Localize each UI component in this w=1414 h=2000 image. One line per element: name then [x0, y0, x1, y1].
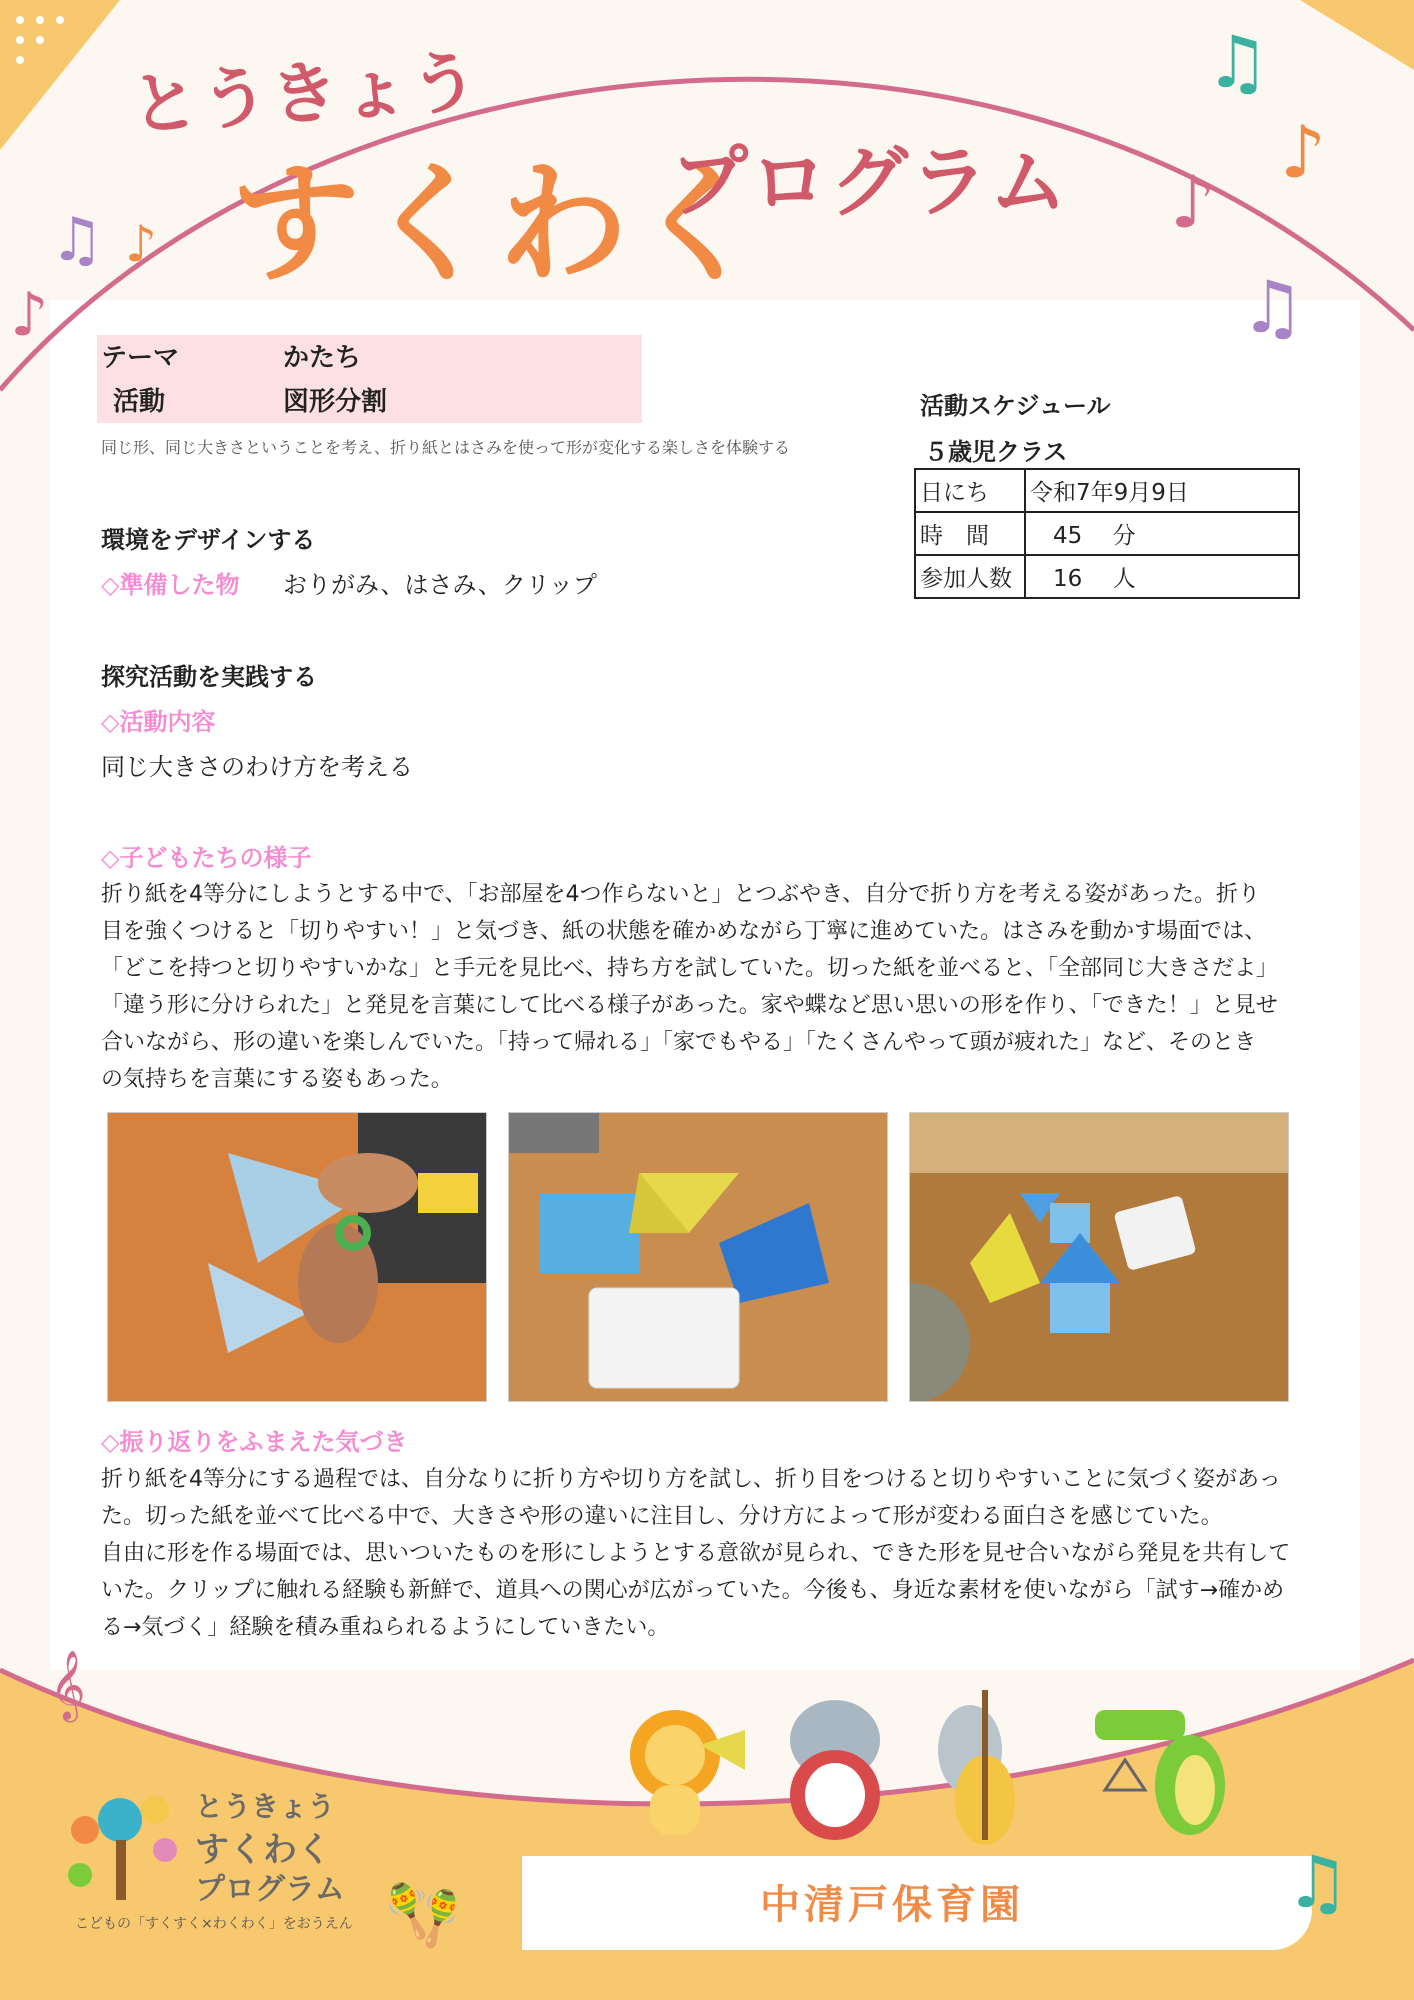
children-description: [101, 876, 1341, 1098]
environment-heading: 環境をデザインする: [101, 526, 316, 554]
text-line: る→気づく」経験を積み重ねられるようにしていきたい。: [101, 1615, 670, 1640]
logo-line2: すくわく: [195, 1830, 331, 1870]
music-note-icon: ♪: [1170, 160, 1216, 244]
activity-label: 活動: [113, 387, 166, 417]
music-note-icon: ♫: [1205, 20, 1270, 104]
music-note-icon: ♫: [1240, 265, 1305, 349]
text-line: 「どこを持つと切りやすいかな」と手元を見比べ、持ち方を試していた。切った紙を並べると、「全部同じ大きさだよ」: [101, 956, 1279, 981]
schedule-value: 令和7年9月9日: [1025, 469, 1299, 512]
reflection-label: ◇振り返りをふまえた気づき: [101, 1428, 408, 1456]
music-note-icon: ♪: [125, 215, 157, 273]
inquiry-heading: 探究活動を実践する: [101, 663, 317, 691]
prepared-label: ◇準備した物: [101, 571, 240, 599]
crocodile-triangle-icon: [1095, 1690, 1245, 1844]
photo-arranged-shapes: [909, 1112, 1289, 1402]
theme-value: かたち: [283, 343, 362, 373]
schedule-label: 参加人数: [915, 555, 1025, 598]
text-line: 折り紙を4等分にする過程では、自分なりに折り方や切り方を試し、折り目をつけると切りやすいことに気づく姿があっ: [101, 1467, 1281, 1492]
logo-tagline: こどもの「すくすく×わくわく」をおうえん: [75, 1916, 353, 1932]
title-top: とうきょう: [128, 42, 483, 147]
schedule-value: 45 分: [1025, 512, 1299, 555]
schedule-table: [914, 468, 1300, 599]
maracas-icon: 🪇: [385, 1881, 460, 1951]
title-main: すくわく: [230, 148, 767, 300]
theme-label: テーマ: [101, 343, 180, 373]
class-name: ５歳児クラス: [924, 438, 1068, 466]
music-note-icon: ♫: [50, 205, 104, 275]
music-note-icon: ♫: [1285, 1840, 1350, 1924]
schedule-heading: 活動スケジュール: [920, 392, 1111, 420]
content-label: ◇活動内容: [101, 708, 216, 736]
children-label: ◇子どもたちの様子: [101, 844, 312, 872]
nursery-name: 中清戸保育園: [760, 1882, 1024, 1928]
theme-description: 同じ形、同じ大きさということを考え、折り紙とはさみを使って形が変化する楽しさを体験する: [101, 438, 790, 457]
text-line: の気持ちを言葉にする姿もあった。: [101, 1067, 453, 1092]
treble-clef-icon: 𝄞: [50, 1650, 86, 1720]
schedule-value: 16 人: [1025, 555, 1299, 598]
logo-line1: とうきょう: [195, 1790, 336, 1823]
schedule-label: 時 間: [915, 512, 1025, 555]
text-line: いた。クリップに触れる経験も新鮮で、道具への関心が広がっていた。今後も、身近な素材を使いながら「試す→確かめ: [101, 1578, 1285, 1603]
title-sub: プログラム: [670, 138, 1070, 228]
prepared-value: おりがみ、はさみ、クリップ: [283, 571, 597, 599]
lion-trumpet-icon: [620, 1700, 750, 1844]
program-logo-icon: [60, 1780, 200, 1914]
music-note-icon: ♪: [1280, 110, 1326, 194]
penguin-bass-icon: [920, 1690, 1040, 1854]
schedule-row: [915, 555, 1299, 598]
schedule-label: 日にち: [915, 469, 1025, 512]
photo-folded-shapes: [508, 1112, 888, 1402]
schedule-row: [915, 512, 1299, 555]
text-line: 折り紙を4等分にしようとする中で、「お部屋を4つ作らないと」とつぶやき、自分で折り方を考える姿があった。折り: [101, 882, 1261, 907]
activity-value: 図形分割: [283, 387, 388, 417]
text-line: 「違う形に分けられた」と発見を言葉にして比べる様子があった。家や蝶など思い思いの形を作り、「できた！」と見せ: [101, 993, 1278, 1018]
text-line: た。切った紙を並べて比べる中で、大きさや形の違いに注目し、分け方によって形が変わる面白さを感じていた。: [101, 1504, 1223, 1529]
logo-line3: プログラム: [195, 1872, 345, 1907]
text-line: 目を強くつけると「切りやすい！」と気づき、紙の状態を確かめながら丁寧に進めていた。はさみを動かす場面では、: [101, 919, 1267, 944]
music-note-icon: ♪: [10, 280, 49, 350]
schedule-row: [915, 469, 1299, 512]
text-line: 合いながら、形の違いを楽しんでいた。「持って帰れる」「家でもやる」「たくさんやって頭が疲れた」など、そのとき: [101, 1030, 1257, 1055]
content-value: 同じ大きさのわけ方を考える: [101, 753, 413, 781]
text-line: 自由に形を作る場面では、思いついたものを形にしようとする意欲が見られ、できた形を見せ合いながら発見を共有して: [101, 1541, 1291, 1566]
elephant-drum-icon: [770, 1695, 900, 1849]
photo-cutting-paper: [107, 1112, 487, 1402]
